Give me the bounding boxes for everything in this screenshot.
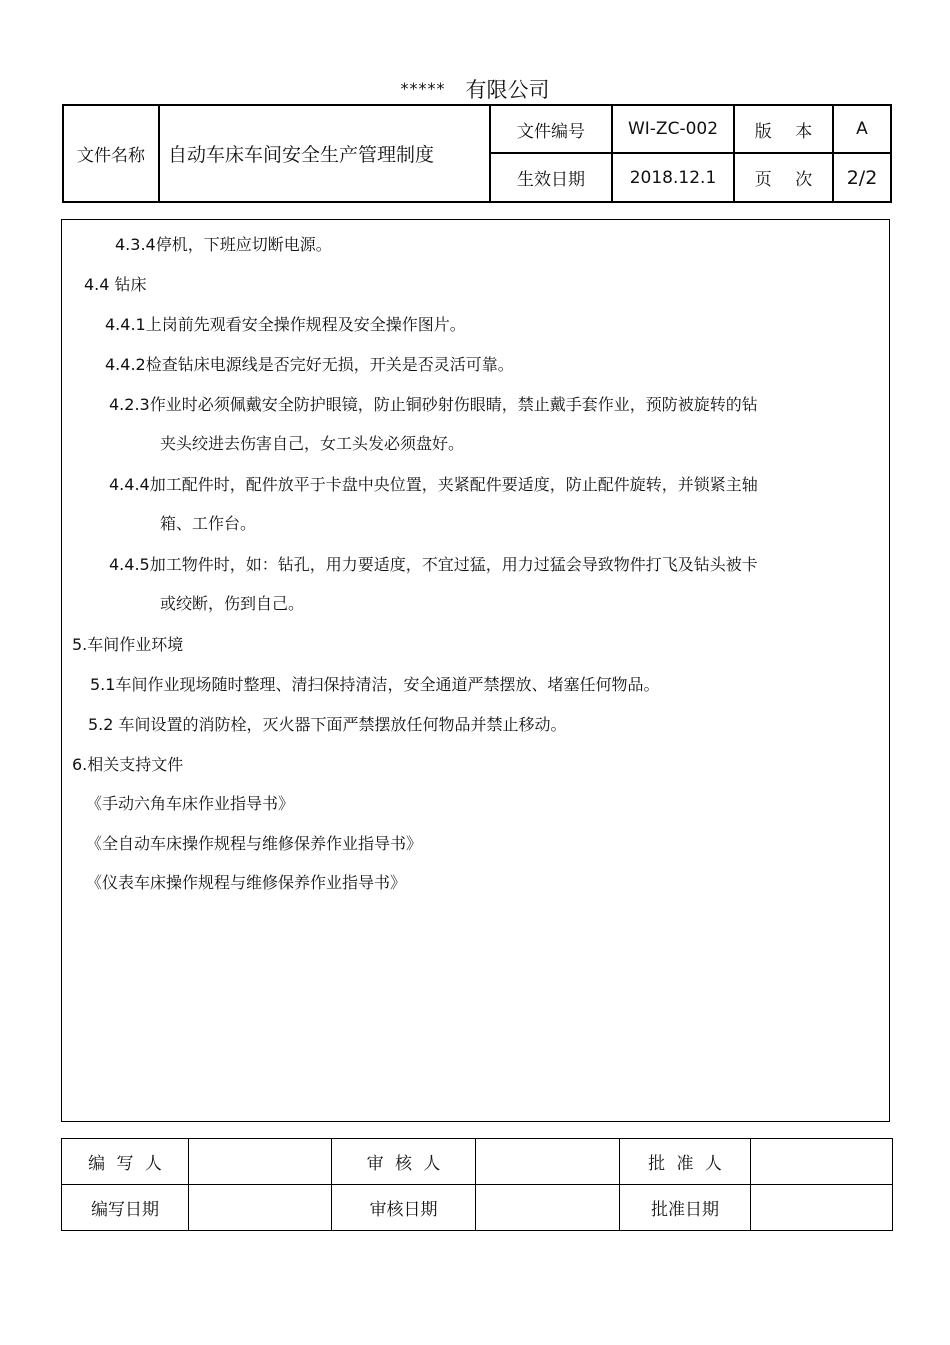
reference-doc: 《仪表车床操作规程与维修保养作业指导书》 xyxy=(86,873,407,892)
clause-4-4-5: 4.4.5加工物件时，如：钻孔，用力要适度，不宜过猛，用力过猛会导致物件打飞及钻头被卡 xyxy=(109,555,758,574)
company-title xyxy=(0,74,950,104)
write-date-label: 编写日期 xyxy=(62,1185,189,1231)
effective-date-label: 生效日期 xyxy=(490,153,612,202)
content-box xyxy=(61,219,890,1122)
doc-no-label: 文件编号 xyxy=(490,105,612,153)
company-name-placeholder: ***** xyxy=(400,79,446,98)
doc-name-label: 文件名称 xyxy=(63,105,159,202)
approve-date-label: 批准日期 xyxy=(620,1185,751,1231)
clause-4-3-4: 4.3.4停机，下班应切断电源。 xyxy=(115,235,332,254)
company-name: 有限公司 xyxy=(465,78,550,102)
approve-date-field[interactable] xyxy=(751,1185,893,1231)
reference-doc: 《全自动车床操作规程与维修保养作业指导书》 xyxy=(86,834,423,853)
doc-name: 自动车床车间安全生产管理制度 xyxy=(159,105,490,202)
review-date-field[interactable] xyxy=(476,1185,620,1231)
page-label: 页 次 xyxy=(734,153,833,202)
page-number: 2/2 xyxy=(833,153,891,202)
write-date-field[interactable] xyxy=(189,1185,332,1231)
writer-field[interactable] xyxy=(189,1139,332,1185)
approver-field[interactable] xyxy=(751,1139,893,1185)
clause-4-4-4-cont: 箱、工作台。 xyxy=(160,514,257,533)
section-4-4-heading: 4.4 钻床 xyxy=(84,275,147,294)
document-header-table xyxy=(62,104,892,203)
effective-date: 2018.12.1 xyxy=(612,153,734,202)
version-value: A xyxy=(833,105,891,153)
review-date-label: 审核日期 xyxy=(332,1185,476,1231)
clause-4-4-1: 4.4.1上岗前先观看安全操作规程及安全操作图片。 xyxy=(105,315,466,334)
section-5-heading: 5.车间作业环境 xyxy=(72,635,184,654)
approval-table xyxy=(61,1138,893,1231)
clause-4-4-5-cont: 或绞断，伤到自己。 xyxy=(160,594,305,613)
clause-5-2: 5.2 车间设置的消防栓，灭火器下面严禁摆放任何物品并禁止移动。 xyxy=(88,715,567,734)
reviewer-field[interactable] xyxy=(476,1139,620,1185)
clause-4-4-2: 4.4.2检查钻床电源线是否完好无损，开关是否灵活可靠。 xyxy=(105,355,514,374)
doc-no: WI-ZC-002 xyxy=(612,105,734,153)
reviewer-label: 审 核 人 xyxy=(332,1139,476,1185)
reference-doc: 《手动六角车床作业指导书》 xyxy=(86,794,295,813)
approver-label: 批 准 人 xyxy=(620,1139,751,1185)
version-label: 版 本 xyxy=(734,105,833,153)
clause-4-2-3: 4.2.3作业时必须佩戴安全防护眼镜，防止铜砂射伤眼睛，禁止戴手套作业，预防被旋转的钻 xyxy=(109,395,758,414)
clause-4-2-3-cont: 夹头绞进去伤害自己，女工头发必须盘好。 xyxy=(160,434,465,453)
clause-5-1: 5.1车间作业现场随时整理、清扫保持清洁，安全通道严禁摆放、堵塞任何物品。 xyxy=(90,675,660,694)
writer-label: 编 写 人 xyxy=(62,1139,189,1185)
clause-4-4-4: 4.4.4加工配件时，配件放平于卡盘中央位置，夹紧配件要适度，防止配件旋转，并锁紧主轴 xyxy=(109,475,758,494)
section-6-heading: 6.相关支持文件 xyxy=(72,755,184,774)
